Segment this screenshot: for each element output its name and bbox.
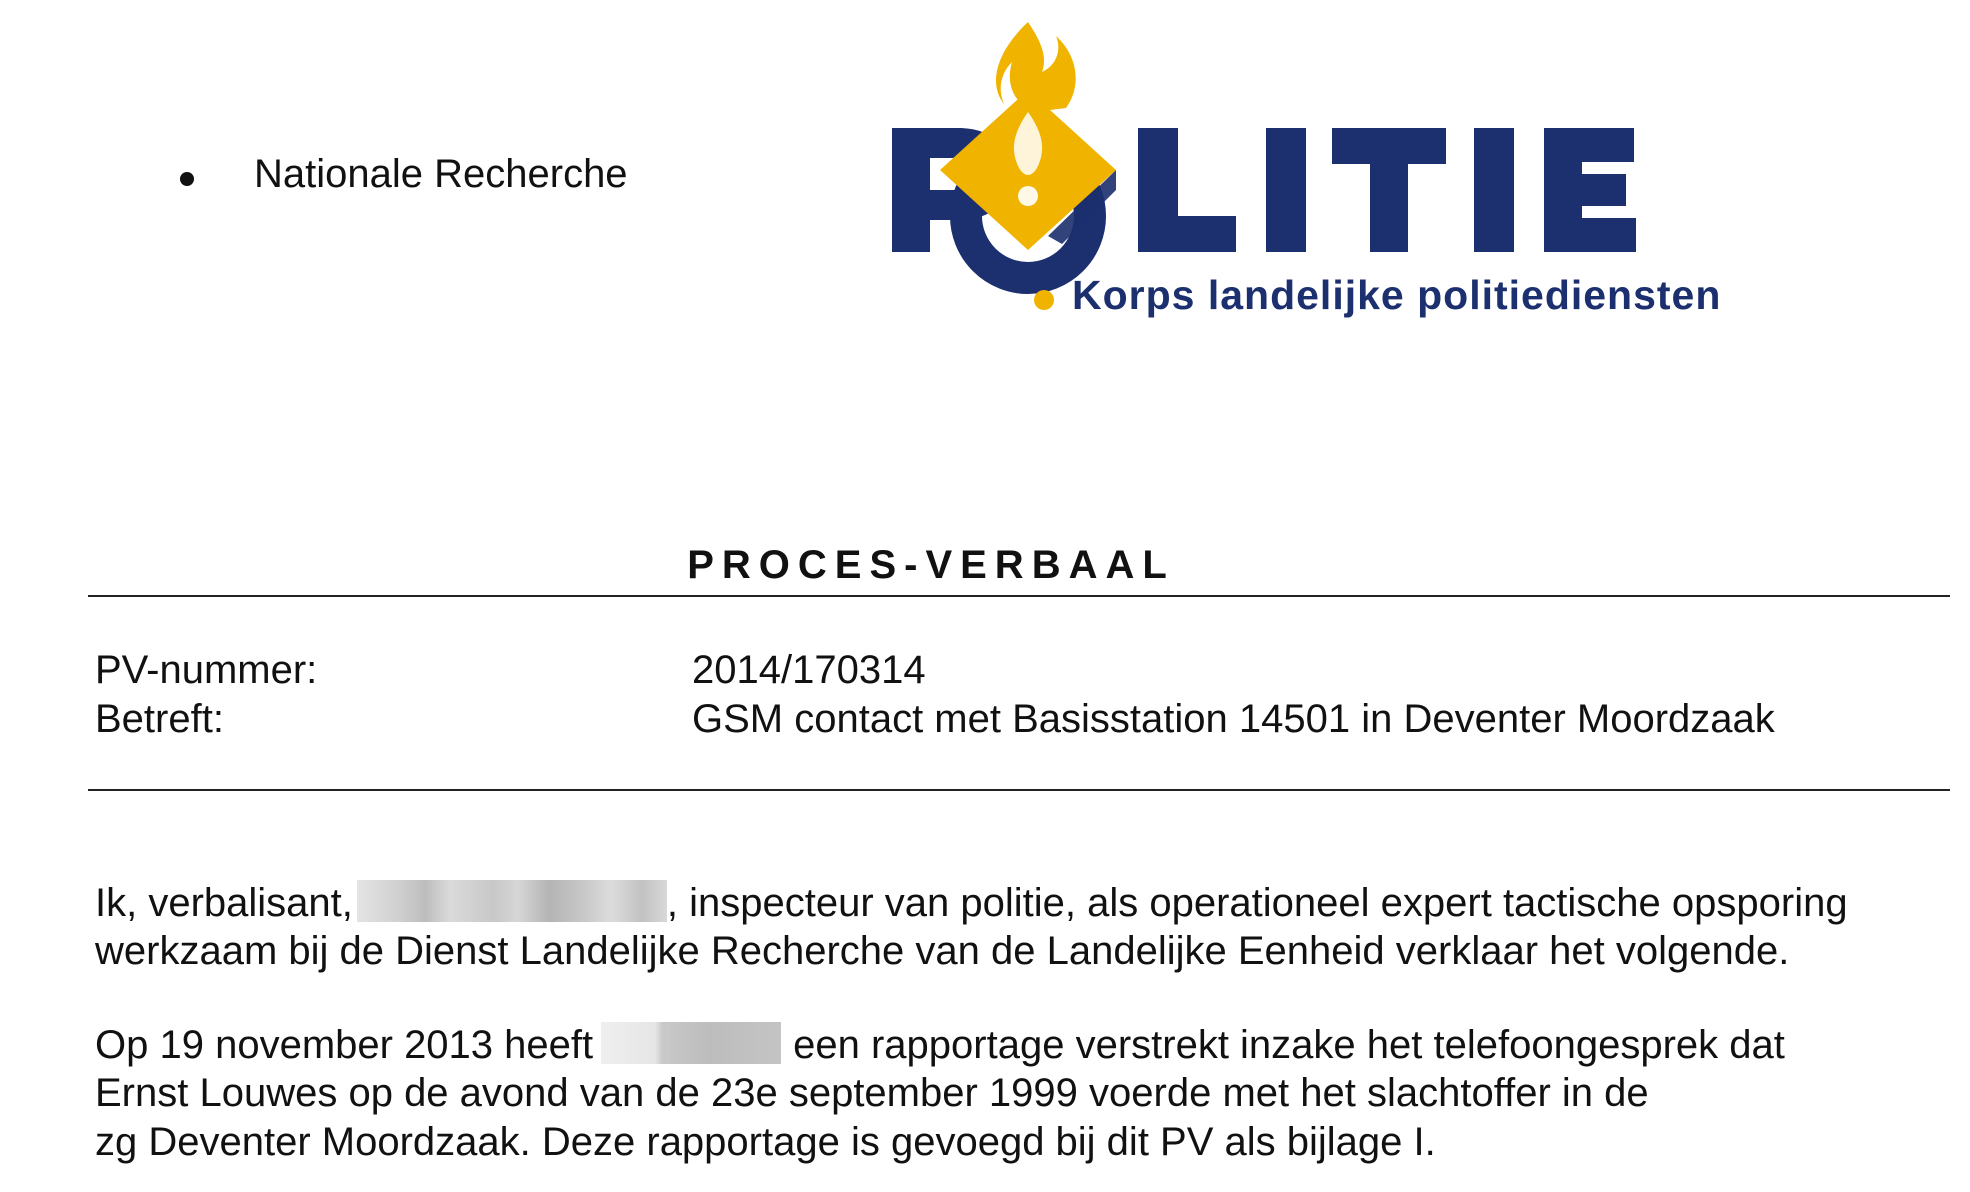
paragraph-1-line-2: werkzaam bij de Dienst Landelijke Recherche van de Landelijke Eenheid verklaar het volgende. [95, 929, 1790, 973]
paragraph-1-line-1 [95, 880, 1848, 926]
paragraph-1-line-1-end: , inspecteur van politie, als operationeel expert tactische opsporing [666, 881, 1848, 925]
title-divider [88, 595, 1950, 597]
logo-letter-l [1138, 128, 1236, 252]
paragraph-2-line-1-end: een rapportage verstrekt inzake het telefoongesprek dat [793, 1023, 1785, 1067]
logo-letter-i-1 [1266, 128, 1306, 252]
logo-letter-i-2 [1474, 128, 1514, 252]
logo-letter-e [1544, 128, 1636, 252]
paragraph-1-line-1-start: Ik, verbalisant, [95, 881, 353, 925]
bullet-icon [180, 172, 194, 186]
paragraph-2-line-1-start: Op 19 november 2013 heeft [95, 1023, 594, 1067]
logo-letter-t [1332, 128, 1446, 252]
subject-label: Betreft: [95, 697, 224, 741]
paragraph-2-line-3: zg Deventer Moordzaak. Deze rapportage is gevoegd bij dit PV als bijlage I. [95, 1120, 1436, 1164]
paragraph-2-line-2: Ernst Louwes op de avond van de 23e september 1999 voerde met het slachtoffer in de [95, 1071, 1649, 1115]
subject-value: GSM contact met Basisstation 14501 in Deventer Moordzaak [692, 697, 1775, 741]
paragraph-2-line-1 [95, 1022, 1785, 1068]
logo-subtitle: Korps landelijke politiediensten [1072, 272, 1722, 318]
unit-name: Nationale Recherche [254, 152, 628, 196]
pv-number-label: PV-nummer: [95, 648, 318, 692]
document-title: PROCES-VERBAAL [687, 543, 1175, 587]
redacted-name-block [357, 880, 667, 922]
logo-subtitle-dot-icon [1034, 290, 1054, 310]
pv-number-value: 2014/170314 [692, 648, 926, 692]
redacted-name-block [601, 1022, 781, 1064]
meta-divider [88, 789, 1950, 791]
